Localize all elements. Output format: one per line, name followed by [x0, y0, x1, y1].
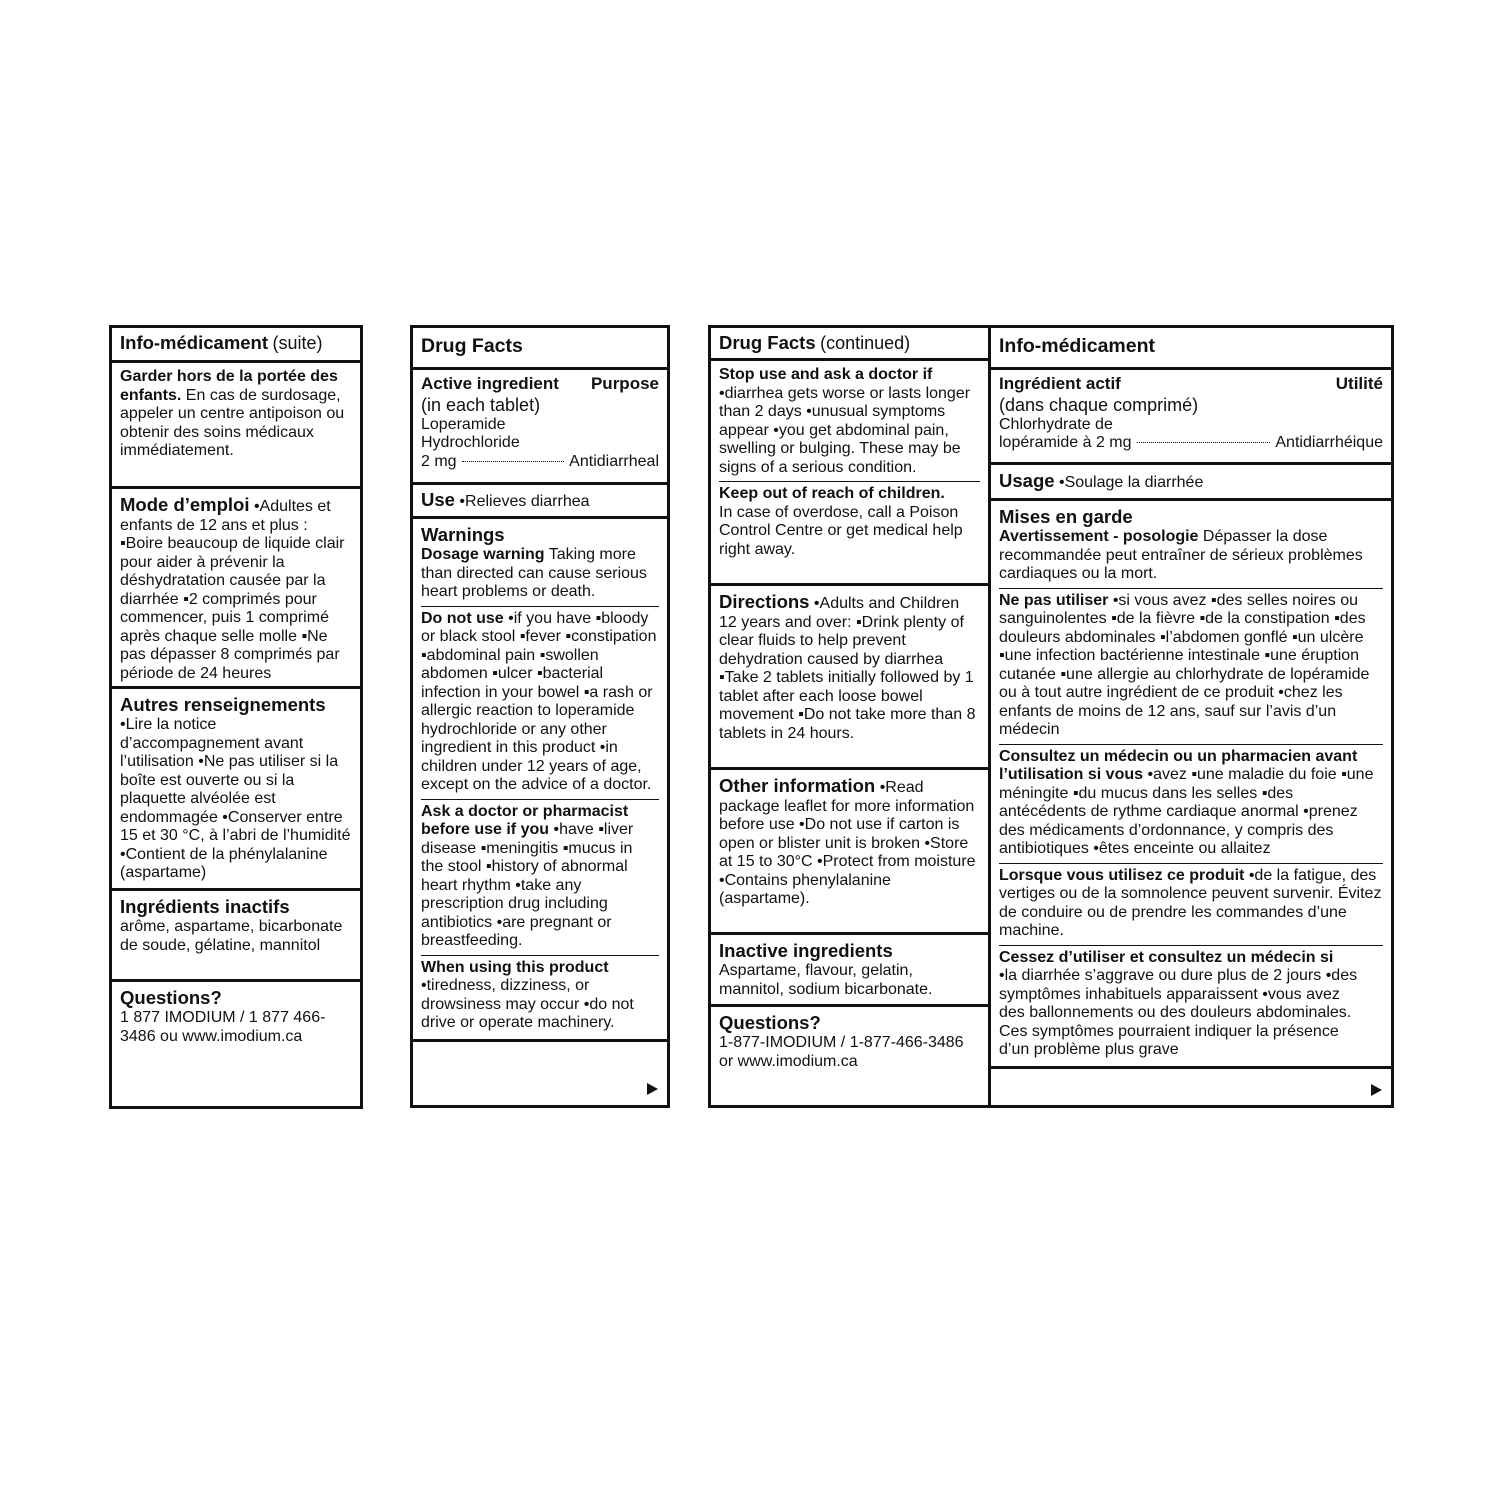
p4-active-section	[991, 370, 1391, 465]
p4-lorsque-text: •de la fatigue, des vertiges ou de la somnolence peuvent survenir. Évitez de conduire ou de prendre les commandes d’une machine.	[999, 866, 1382, 939]
p2-dose: 2 mg	[421, 452, 457, 470]
p2-dosage-warning	[421, 546, 659, 602]
p2-purpose-label: Purpose	[590, 374, 659, 393]
p3-questions-heading: Questions?	[719, 1012, 821, 1033]
p2-when-using	[421, 955, 659, 1033]
p3-title-suffix: (continued)	[820, 333, 911, 353]
p3-inactive-section	[711, 935, 988, 1007]
p2-each-tablet: (in each tablet)	[421, 394, 541, 415]
p1-questions-section	[112, 982, 360, 1052]
p2-warnings-heading: Warnings	[421, 524, 505, 545]
p4-ingredient-line1: Chlorhydrate de	[999, 415, 1113, 433]
p3-directions-section	[711, 586, 988, 770]
p1-keep-section	[112, 363, 360, 489]
panel-info-medicament-suite	[109, 325, 363, 1109]
p1-autres-text: •Lire la notice d’accompagnement avant l’utilisation •Ne pas utiliser si la boîte est ouverte ou si la plaquette alvéolée est endommagée •Conserver entre 15 et 30 °C, à l’abri de l’humidité •Contient de la phénylalanine (aspartame)	[120, 716, 351, 881]
p2-ingredient-line1: Loperamide	[421, 415, 506, 433]
p3-inactive-text: Aspartame, flavour, gelatin, mannitol, sodium bicarbonate.	[719, 962, 933, 998]
p3-column-drug-facts-continued	[711, 328, 991, 1105]
p2-title: Drug Facts	[421, 335, 523, 357]
p4-consultez-text: •avez ▪une maladie du foie ▪une méningite ▪du mucus dans les selles ▪des antécédents de rythme cardiaque anormal •prenez des médicaments d’ordonnance, y compris des antibiotiques •êtes enceinte ou allaitez	[999, 766, 1374, 857]
p3-stop-use	[719, 366, 980, 477]
p2-use-text: •Relieves diarrhea	[459, 493, 590, 510]
p2-dosage-warning-heading: Dosage warning	[421, 546, 545, 563]
p2-do-not-use-heading: Do not use	[421, 609, 504, 627]
p3-stop-text: •diarrhea gets worse or lasts longer than 2 days •unusual symptoms appear •you get abdominal pain, swelling or bulging. These may be signs of a serious condition.	[719, 384, 971, 476]
p4-mises-heading: Mises en garde	[999, 506, 1133, 527]
p4-each-tablet: (dans chaque comprimé)	[999, 394, 1199, 415]
p3-other-heading: Other information	[719, 775, 876, 796]
p4-ingredient-line2: lopéramide à 2 mg	[999, 434, 1132, 451]
p1-title: Info-médicament	[120, 332, 269, 353]
p4-ne-pas-heading: Ne pas utiliser	[999, 591, 1109, 609]
p2-when-using-text: •tiredness, dizziness, or drowsiness may occur •do not drive or operate machinery.	[421, 977, 634, 1031]
p2-continue-arrow-icon	[647, 1083, 658, 1095]
p4-lorsque	[999, 863, 1383, 941]
p2-dot-leader	[462, 461, 565, 462]
p2-dosage-warning-text: Taking more than directed can cause serious heart problems or death.	[421, 546, 647, 600]
p2-ask-doctor	[421, 799, 659, 951]
p2-title-section	[413, 328, 667, 370]
p3-title-section	[711, 328, 988, 361]
p2-use-section	[413, 485, 667, 519]
p4-avert-heading: Avertissement - posologie	[999, 528, 1199, 545]
p4-title: Info-médicament	[999, 335, 1156, 357]
p3-stop-keep-section	[711, 361, 988, 586]
p1-title-suffix: (suite)	[272, 333, 323, 353]
p4-purpose-value: Antidiarrhéique	[1275, 434, 1383, 451]
p1-keep-heading: Garder hors de la portée des enfants.	[120, 368, 338, 404]
p1-inactifs-text: arôme, aspartame, bicarbonate de soude, gélatine, mannitol	[120, 918, 343, 954]
p4-consultez	[999, 744, 1383, 859]
panel-drug-facts-continued-and-info	[708, 325, 1394, 1108]
p1-questions-heading: Questions?	[120, 987, 222, 1008]
p1-inactifs-section	[112, 891, 360, 982]
p3-stop-heading: Stop use and ask a doctor if	[719, 366, 933, 383]
p4-avert-text: Dépasser la dose recommandée peut entraîner de sérieux problèmes cardiaques ou la mort.	[999, 528, 1363, 582]
p4-usage-heading: Usage	[999, 470, 1055, 491]
p2-use-heading: Use	[421, 489, 455, 510]
p3-questions-section	[711, 1007, 988, 1077]
p4-ne-pas-utiliser	[999, 588, 1383, 740]
p4-active-label: Ingrédient actif	[999, 374, 1121, 393]
p1-keep-text: En cas de surdosage, appeler un centre antipoison ou obtenir des soins médicaux immédiatement.	[120, 386, 345, 459]
p4-cessez-text: •la diarrhée s’aggrave ou dure plus de 2 jours •des symptômes inhabituels apparaissent •vous avez des ballonnements ou des douleurs abdominales. Ces symptômes pourraient indiquer la présence d’un problème plus grave	[999, 967, 1358, 1058]
p3-keep-heading: Keep out of reach of children.	[719, 485, 945, 502]
p4-column-info-medicament	[991, 328, 1391, 1105]
p1-title-section	[112, 328, 360, 363]
p2-do-not-use-text: •if you have ▪bloody or black stool ▪fever ▪constipation ▪abdominal pain ▪swollen abdomen ▪ulcer ▪bacterial infection in your bowel ▪a rash or allergic reaction to loperamide hydrochloride or any other ingredient in this product •in children under 12 years of age, except on the advice of a doctor.	[421, 609, 657, 793]
p4-consultez-heading: Consultez un médecin ou un pharmacien avant l’utilisation si vous	[999, 747, 1358, 783]
p4-dot-leader	[1137, 442, 1271, 443]
panel-drug-facts	[410, 325, 670, 1108]
p2-warnings-section	[413, 519, 667, 1042]
p3-keep-text: In case of overdose, call a Poison Control Centre or get medical help right away.	[719, 503, 963, 558]
p4-title-section	[991, 328, 1391, 370]
p2-when-using-heading: When using this product	[421, 958, 609, 976]
p2-active-label: Active ingredient	[421, 374, 559, 393]
p4-cessez	[999, 945, 1383, 1060]
p1-inactifs-heading: Ingrédients inactifs	[120, 896, 290, 917]
p3-keep-out	[719, 481, 980, 559]
p4-usage-text: •Soulage la diarrhée	[1058, 474, 1204, 491]
p3-questions-text: 1-877-IMODIUM / 1-877-466-3486 or www.imodium.ca	[719, 1034, 964, 1070]
p1-autres-heading: Autres renseignements	[120, 694, 326, 715]
p2-ingredient-line2: Hydrochloride	[421, 434, 520, 451]
p3-directions-text: •Adults and Children 12 years and over: ▪Drink plenty of clear fluids to help prevent dehydration caused by diarrhea ▪Take 2 tablets initially followed by 1 tablet after each loose bowel movement ▪Do not take more than 8 tablets in 24 hours.	[719, 595, 976, 742]
p4-mises-en-garde-section	[991, 501, 1391, 1069]
p3-title: Drug Facts	[719, 332, 816, 353]
p2-ask-doctor-heading: Ask a doctor or pharmacist before use if you	[421, 802, 629, 838]
p4-purpose-label: Utilité	[1335, 374, 1383, 393]
p1-mode-section	[112, 489, 360, 689]
p4-continue-arrow-icon	[1371, 1084, 1382, 1096]
p4-cessez-heading: Cessez d’utiliser et consultez un médecin si	[999, 948, 1334, 966]
p4-usage-section	[991, 465, 1391, 501]
p1-mode-heading: Mode d’emploi	[120, 494, 250, 515]
p1-questions-text: 1 877 IMODIUM / 1 877 466-3486 ou www.imodium.ca	[120, 1009, 326, 1045]
p2-do-not-use	[421, 606, 659, 795]
p2-ask-doctor-text: •have ▪liver disease ▪meningitis ▪mucus in the stool ▪history of abnormal heart rhythm •take any prescription drug including antibiotics •are pregnant or breastfeeding.	[421, 821, 634, 949]
p2-active-section	[413, 370, 667, 485]
p1-mode-text: •Adultes et enfants de 12 ans et plus : ▪Boire beaucoup de liquide clair pour aider à prévenir la déshydratation causée par la diarrhée ▪2 comprimés pour commencer, puis 1 comprimé après chaque selle molle ▪Ne pas dépasser 8 comprimés par période de 24 heures	[120, 498, 345, 682]
p3-inactive-heading: Inactive ingredients	[719, 940, 893, 961]
p1-autres-section	[112, 689, 360, 891]
p4-avertissement	[999, 528, 1383, 584]
p3-other-info-section	[711, 770, 988, 935]
p2-purpose-value: Antidiarrheal	[569, 452, 659, 470]
p3-other-text: •Read package leaflet for more information before use •Do not use if carton is open or blister unit is broken •Store at 15 to 30°C •Protect from moisture •Contains phenylalanine (aspartame).	[719, 779, 976, 907]
p4-lorsque-heading: Lorsque vous utilisez ce produit	[999, 866, 1245, 884]
p3-directions-heading: Directions	[719, 591, 810, 612]
p4-ne-pas-text: •si vous avez ▪des selles noires ou sanguinolentes ▪de la fièvre ▪de la constipation ▪des douleurs abdominales ▪l’abdomen gonflé ▪un ulcère ▪une infection bactérienne intestinale ▪une éruption cutanée ▪une allergie au chlorhydrate de lopéramide ou à tout autre ingrédient de ce produit •chez les enfants de moins de 12 ans, sauf sur l’avis d’un médecin	[999, 591, 1370, 738]
